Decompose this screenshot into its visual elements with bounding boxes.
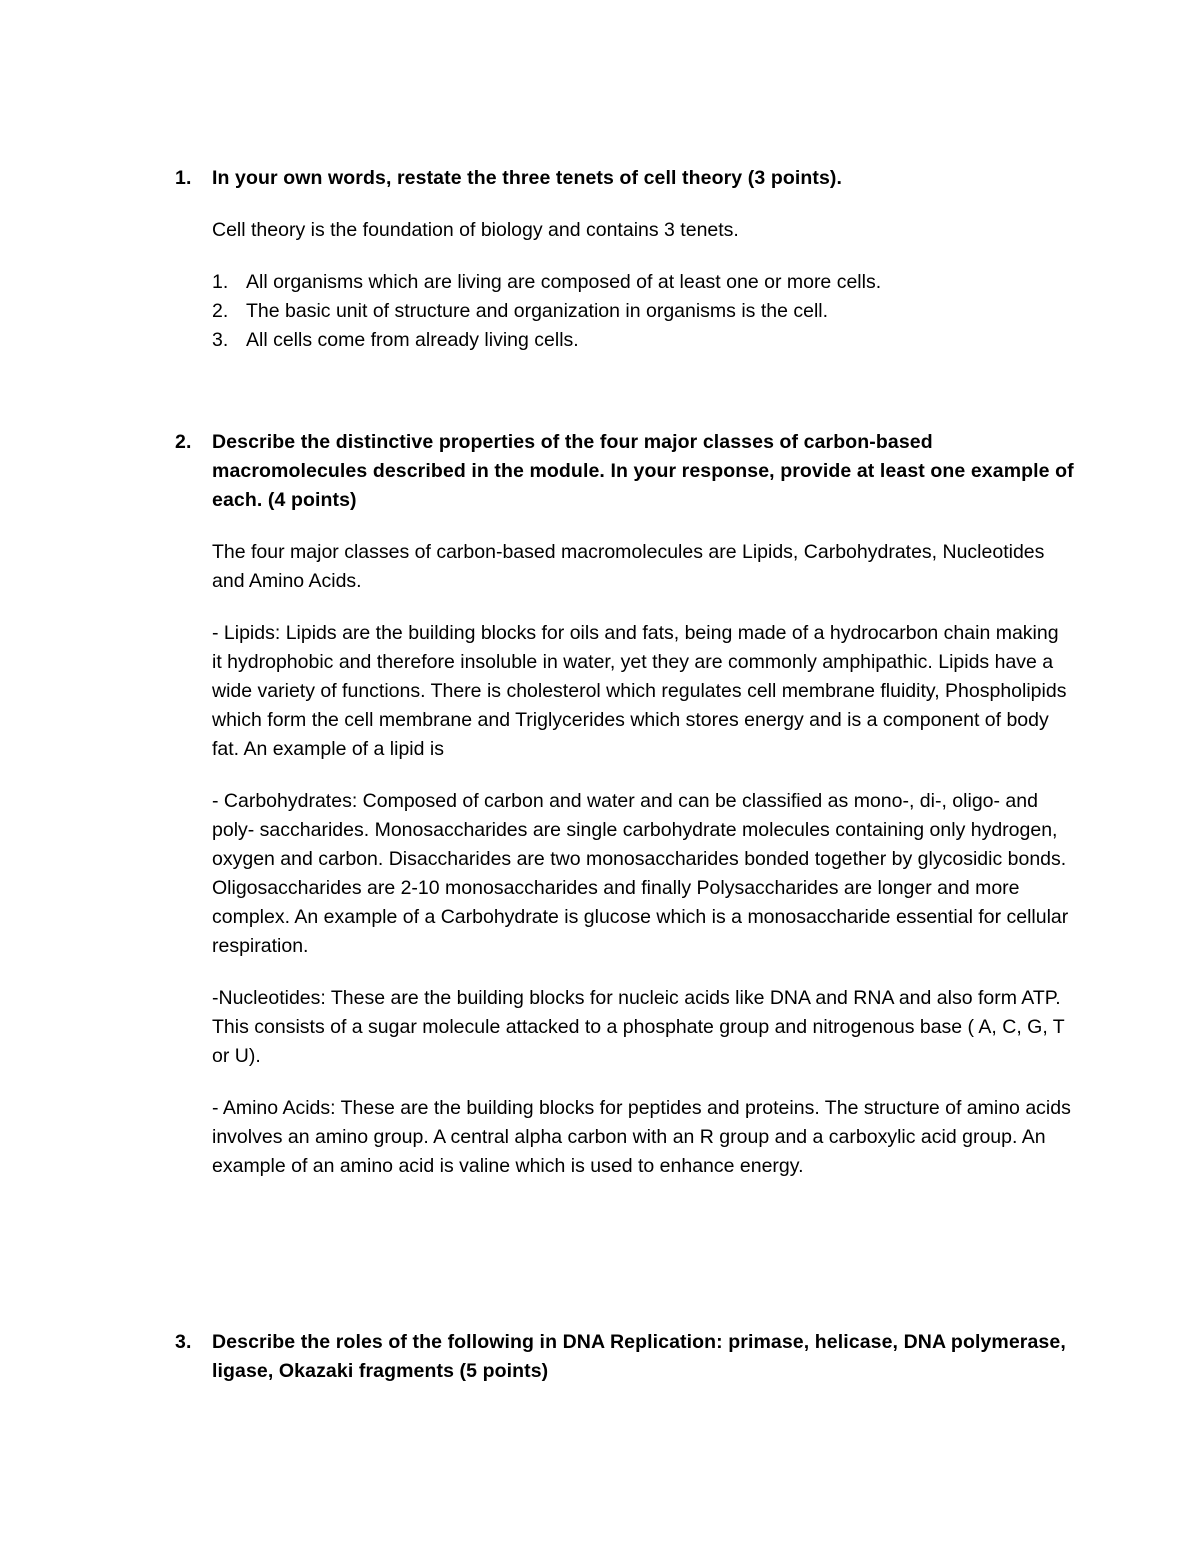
question-2-prompt: Describe the distinctive properties of the four major classes of carbon-based macromolecules described in the module. In your response, provide at least one example of each. (4 points)	[212, 431, 1074, 511]
answer-paragraph-intro: The four major classes of carbon-based macromolecules are Lipids, Carbohydrates, Nucleotides and Amino Acids.	[212, 541, 1045, 592]
tenet-number: 2.	[212, 300, 229, 322]
question-1-answer	[212, 216, 1072, 355]
answer-paragraph-lipids: - Lipids: Lipids are the building blocks for oils and fats, being made of a hydrocarbon chain making it hydrophobic and therefore insoluble in water, yet they are commonly amphipathic. Lipids have a wide variety of functions. There is cholesterol which regulates cell membrane fluidity, Phospholipids which form the cell membrane and Triglycerides which stores energy and is a component of body fat. An example of a lipid is	[212, 622, 1067, 760]
tenet-item	[212, 268, 1072, 297]
question-1	[175, 164, 1075, 355]
question-2-answer	[212, 538, 1072, 1181]
tenet-text: All cells come from already living cells.	[246, 329, 579, 351]
question-3-heading	[175, 1328, 1075, 1386]
question-2-heading	[175, 428, 1075, 515]
tenet-number: 3.	[212, 329, 229, 351]
answer-paragraph-amino-acids: - Amino Acids: These are the building blocks for peptides and proteins. The structure of amino acids involves an amino group. A central alpha carbon with an R group and a carboxylic acid group. An example of an amino acid is valine which is used to enhance energy.	[212, 1097, 1071, 1177]
question-1-number: 1.	[175, 167, 192, 189]
question-2	[175, 428, 1075, 1204]
tenet-list	[212, 268, 1072, 355]
tenet-item	[212, 326, 1072, 355]
question-2-number: 2.	[175, 431, 192, 453]
question-1-prompt: In your own words, restate the three tenets of cell theory (3 points).	[212, 167, 843, 189]
question-1-intro: Cell theory is the foundation of biology and contains 3 tenets.	[212, 219, 739, 241]
tenet-text: The basic unit of structure and organization in organisms is the cell.	[246, 300, 829, 322]
question-3	[175, 1328, 1075, 1386]
answer-paragraph-nucleotides: -Nucleotides: These are the building blocks for nucleic acids like DNA and RNA and also form ATP. This consists of a sugar molecule attacked to a phosphate group and nitrogenous base ( A, C, G, T or U).	[212, 987, 1065, 1067]
tenet-item	[212, 297, 1072, 326]
question-3-prompt: Describe the roles of the following in DNA Replication: primase, helicase, DNA polymerase, ligase, Okazaki fragments (5 points)	[212, 1331, 1066, 1382]
tenet-text: All organisms which are living are composed of at least one or more cells.	[246, 271, 882, 293]
question-3-number: 3.	[175, 1331, 192, 1353]
answer-paragraph-carbohydrates: - Carbohydrates: Composed of carbon and water and can be classified as mono-, di-, oligo- and poly- saccharides. Monosaccharides are single carbohydrate molecules containing only hydrogen, oxygen and carbon. Disaccharides are two monosaccharides bonded together by glycosidic bonds. Oligosaccharides are 2-10 monosaccharides and finally Polysaccharides are longer and more complex. An example of a Carbohydrate is glucose which is a monosaccharide essential for cellular respiration.	[212, 790, 1069, 957]
question-1-heading	[175, 164, 1075, 193]
tenet-number: 1.	[212, 271, 229, 293]
